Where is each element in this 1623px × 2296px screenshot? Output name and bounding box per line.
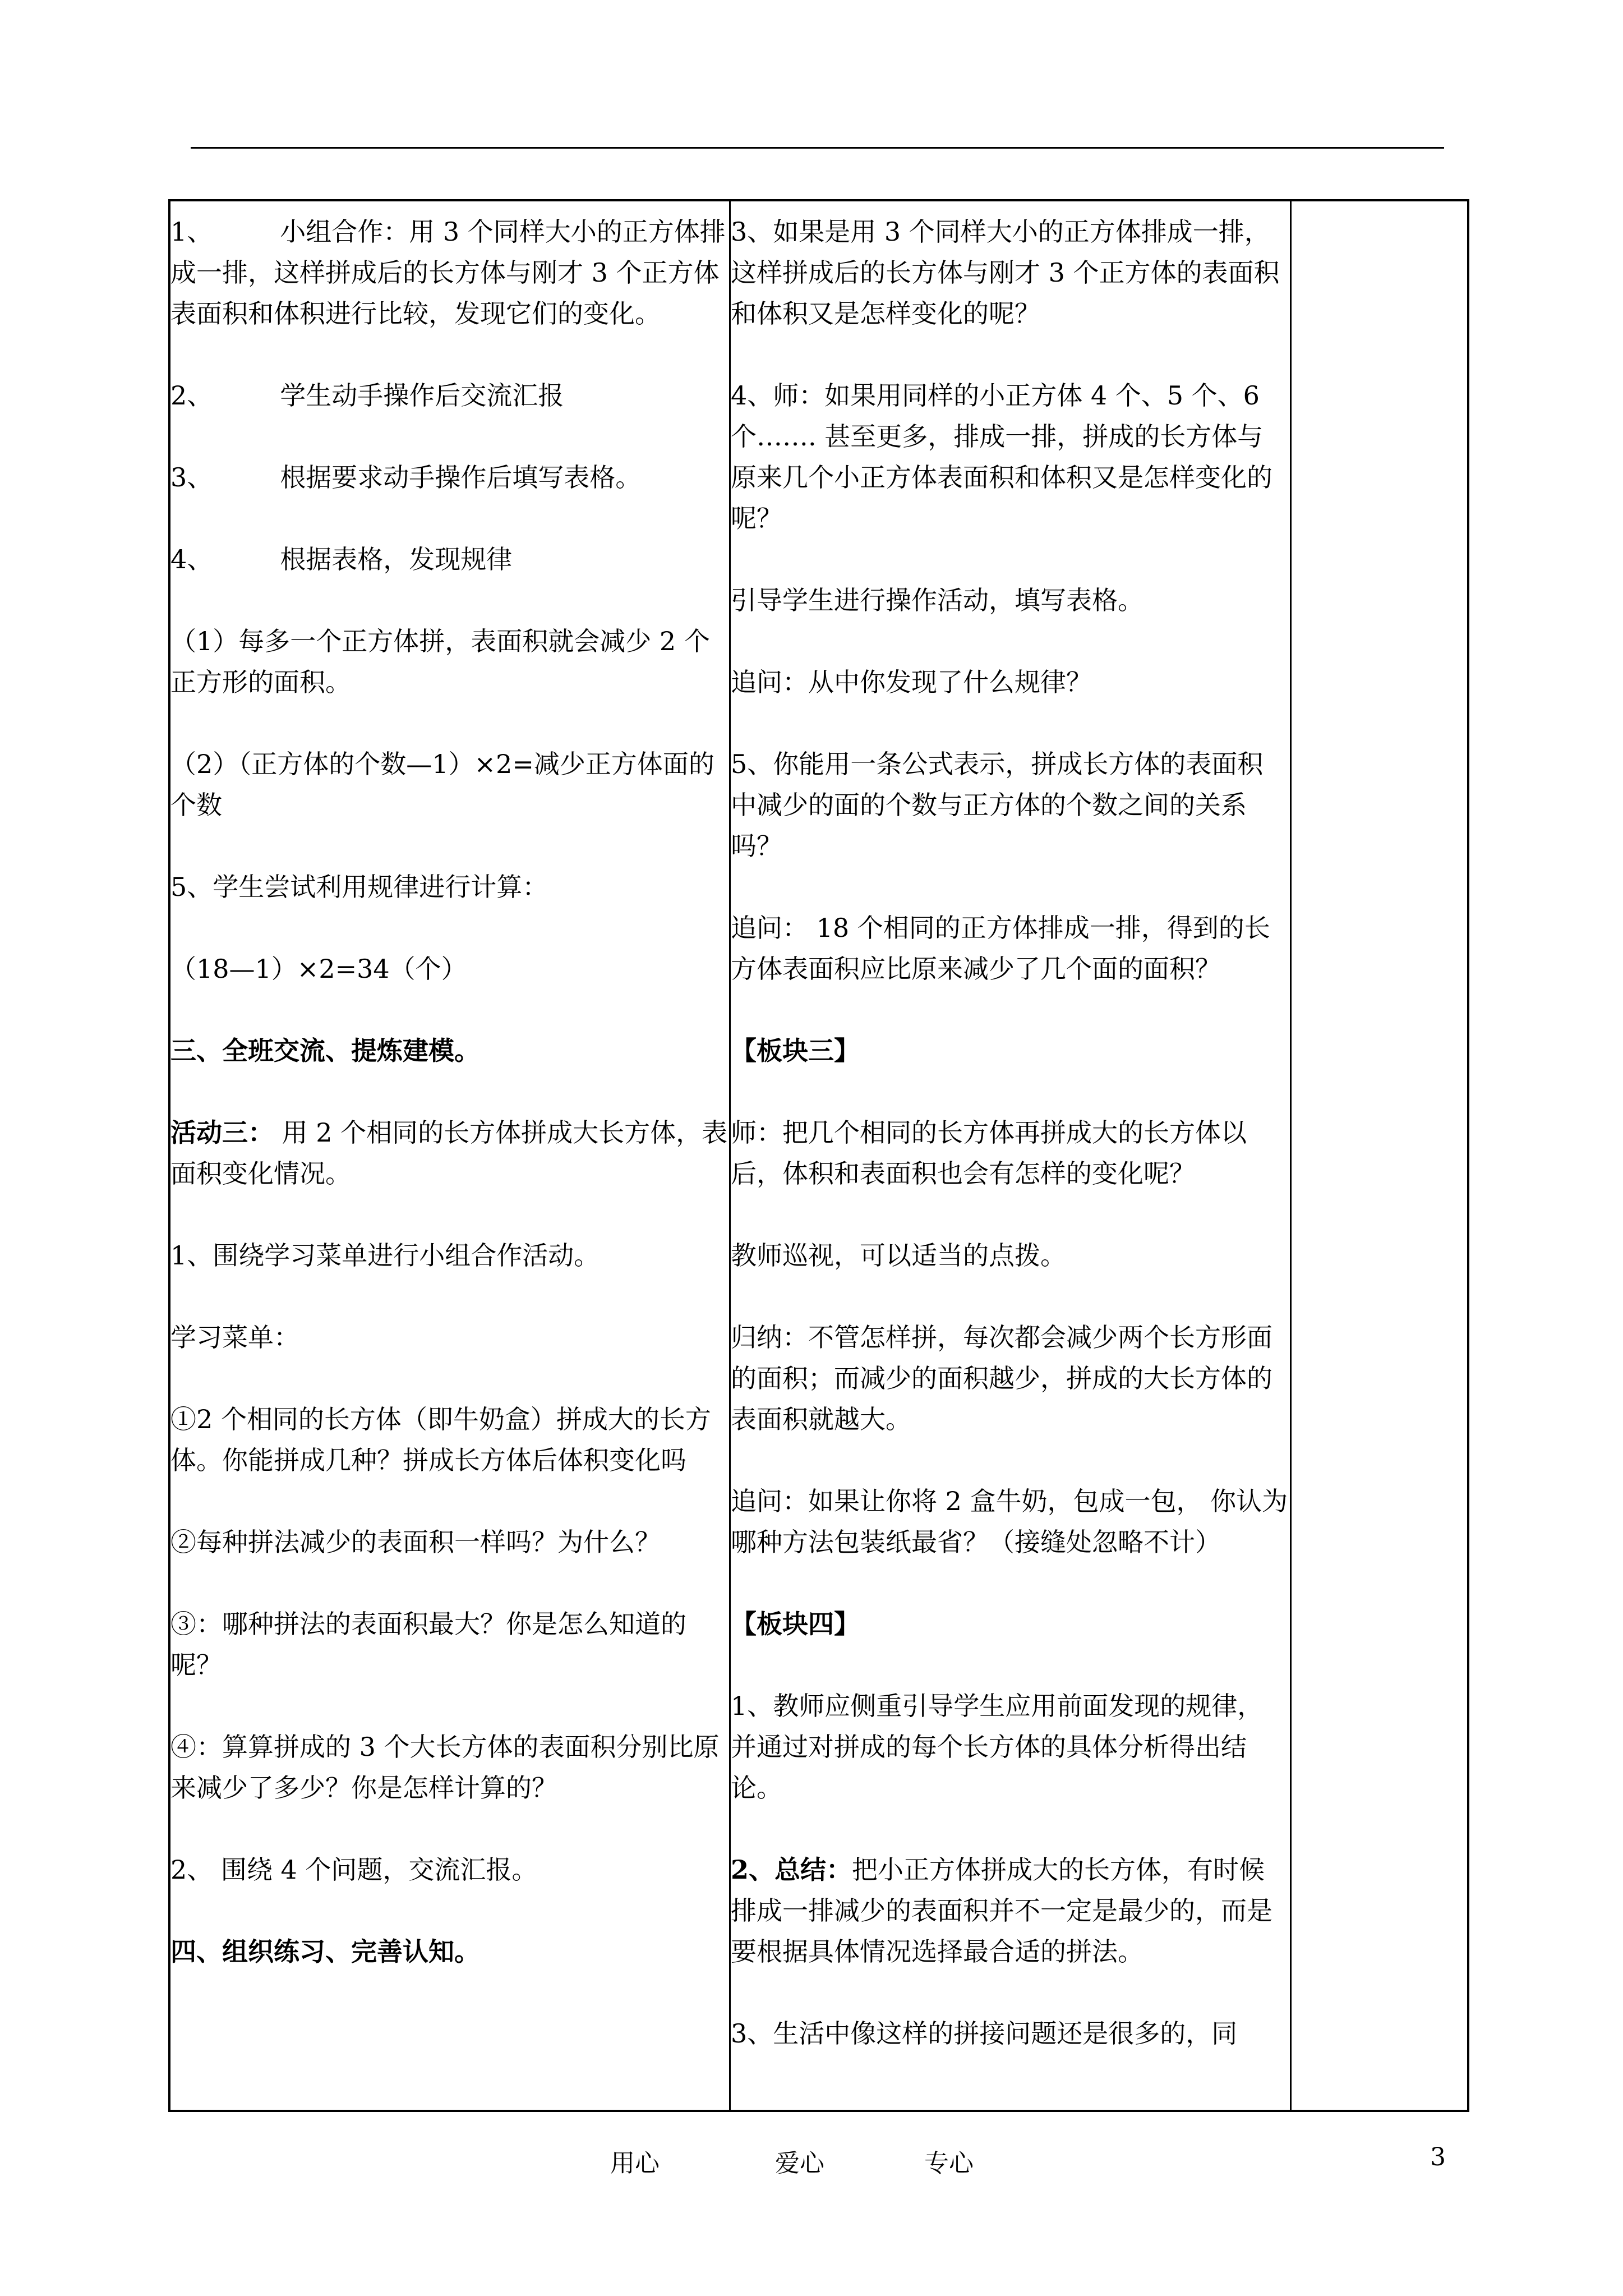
block-heading: 【板块三】 xyxy=(731,1036,860,1066)
right-para: 4、师：如果用同样的小正方体 4 个、5 个、6 个……. 甚至更多，排成一排，拼成的长方体与原来几个小正方体表面积和体积又是怎样变化的呢？ xyxy=(731,380,1272,533)
left-para: 3、 根据要求动手操作后填写表格。 xyxy=(170,462,642,493)
left-para: 活动三： 用 2 个相同的长方体拼成大长方体，表面积变化情况。 xyxy=(170,1117,728,1189)
left-para: （2）（正方体的个数—1）×2=减少正方体面的个数 xyxy=(170,749,714,820)
section-heading: 三、全班交流、提炼建模。 xyxy=(170,1036,480,1066)
right-para: 追问： 18 个相同的正方体排成一排，得到的长方体表面积应比原来减少了几个面的面积？ xyxy=(731,913,1270,984)
student-activity-column xyxy=(170,211,728,2110)
right-para: 追问：从中你发现了什么规律？ xyxy=(731,667,1092,697)
right-para: 引导学生进行操作活动，填写表格。 xyxy=(731,585,1144,615)
left-para: ②每种拼法减少的表面积一样吗？为什么？ xyxy=(170,1527,661,1557)
left-para: 5、学生尝试利用规律进行计算： xyxy=(170,872,548,902)
footer-motto-3: 专心 xyxy=(924,2149,974,2178)
left-para: （1）每多一个正方体拼，表面积就会减少 2 个正方形的面积。 xyxy=(170,626,710,697)
notes-column xyxy=(1292,211,1467,2110)
right-para: 3、如果是用 3 个同样大小的正方体排成一排，这样拼成后的长方体与刚才 3 个正方体的表面积和体积又是怎样变化的呢？ xyxy=(731,217,1280,329)
page-number: 3 xyxy=(1430,2143,1446,2171)
right-para: 2、总结：把小正方体拼成大的长方体，有时候排成一排减少的表面积并不一定是最少的，而是要根据具体情况选择最合适的拼法。 xyxy=(731,1855,1272,1967)
block-heading: 【板块四】 xyxy=(731,1609,860,1639)
left-para: 学习菜单： xyxy=(170,1322,299,1352)
left-para: （18—1）×2=34（个） xyxy=(170,954,467,984)
right-para: 3、生活中像这样的拼接问题还是很多的，同 xyxy=(731,2018,1238,2049)
left-para: 2、 围绕 4 个问题，交流汇报。 xyxy=(170,1855,538,1885)
left-para: ③：哪种拼法的表面积最大？你是怎么知道的呢？ xyxy=(170,1609,686,1680)
right-para: 师：把几个相同的长方体再拼成大的长方体以后，体积和表面积也会有怎样的变化呢？ xyxy=(731,1117,1247,1189)
right-para: 追问：如果让你将 2 盒牛奶，包成一包， 你认为哪种方法包装纸最省？（接缝处忽略不计） xyxy=(731,1486,1288,1557)
left-para: 2、 学生动手操作后交流汇报 xyxy=(170,380,564,411)
section-heading: 四、组织练习、完善认知。 xyxy=(170,1936,480,1967)
footer-motto-1: 用心 xyxy=(610,2149,660,2178)
left-para: 1、围绕学习菜单进行小组合作活动。 xyxy=(170,1240,600,1271)
left-para: ④：算算拼成的 3 个大长方体的表面积分别比原来减少了多少？你是怎样计算的？ xyxy=(170,1732,720,1803)
left-para: 4、 根据表格，发现规律 xyxy=(170,544,513,574)
footer-motto-2: 爱心 xyxy=(775,2149,824,2178)
lesson-table xyxy=(168,199,1469,2112)
right-para: 1、教师应侧重引导学生应用前面发现的规律，并通过对拼成的每个长方体的具体分析得出结论。 xyxy=(731,1691,1264,1803)
left-para: 1、 小组合作：用 3 个同样大小的正方体排成一排，这样拼成后的长方体与刚才 3 个正方体表面积和体积进行比较，发现它们的变化。 xyxy=(170,217,726,329)
right-para: 教师巡视，可以适当的点拨。 xyxy=(731,1240,1066,1271)
teacher-guidance-column xyxy=(731,211,1288,2110)
right-para: 归纳：不管怎样拼，每次都会减少两个长方形面的面积；而减少的面积越少，拼成的大长方体的表面积就越大。 xyxy=(731,1322,1272,1434)
header-rule xyxy=(191,147,1444,149)
left-para: ①2 个相同的长方体（即牛奶盒）拼成大的长方体。你能拼成几种？拼成长方体后体积变化吗 xyxy=(170,1404,711,1475)
right-para: 5、你能用一条公式表示，拼成长方体的表面积中减少的面的个数与正方体的个数之间的关系吗？ xyxy=(731,749,1264,861)
